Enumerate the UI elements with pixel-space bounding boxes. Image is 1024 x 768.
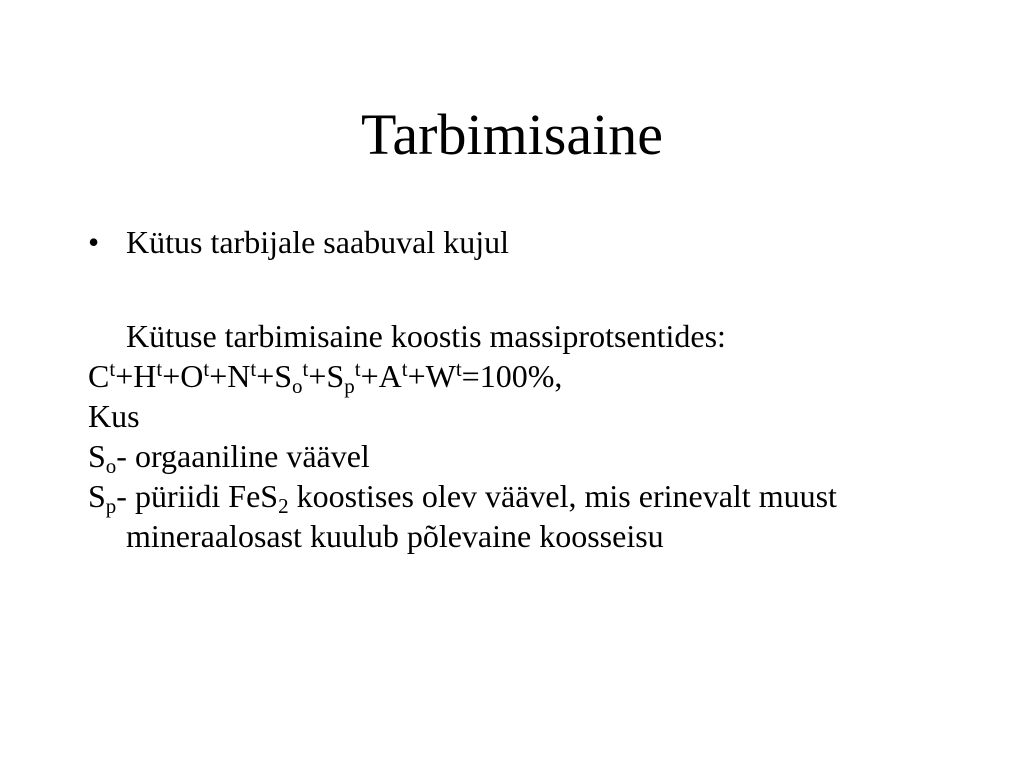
slide-body bbox=[88, 222, 968, 556]
definition-symbol: S bbox=[88, 438, 106, 474]
kus-label: Kus bbox=[88, 398, 140, 434]
formula-term-h: +H bbox=[115, 358, 157, 394]
formula-total: =100%, bbox=[461, 358, 563, 394]
formula-term-sp: +S bbox=[308, 358, 345, 394]
composition-label: Kütuse tarbimisaine koostis massiprotsentides: bbox=[126, 318, 726, 354]
definition-sub-2: 2 bbox=[278, 494, 289, 518]
formula-term-so: +S bbox=[256, 358, 293, 394]
bullet-glyph: • bbox=[88, 224, 100, 260]
formula-sup: t bbox=[302, 357, 309, 381]
bullet-text: Kütus tarbijale saabuval kujul bbox=[126, 224, 510, 260]
formula-term-o: +O bbox=[162, 358, 204, 394]
formula-term-a: +A bbox=[360, 358, 402, 394]
definition-text-after: koostises olev väävel, mis erinevalt muust mineraalosast kuulub põlevaine koosseisu bbox=[126, 478, 837, 554]
formula-sup: t bbox=[109, 357, 116, 381]
definition-text-before: - püriidi FeS bbox=[116, 478, 279, 514]
formula-sup: t bbox=[401, 357, 408, 381]
formula-sub: p bbox=[344, 374, 355, 398]
formula-sub: o bbox=[292, 374, 303, 398]
definition-sub: p bbox=[105, 494, 117, 518]
formula-sup: t bbox=[156, 357, 163, 381]
formula-sup: t bbox=[455, 357, 462, 381]
formula-term-n: +N bbox=[209, 358, 251, 394]
bullet-item bbox=[88, 222, 968, 262]
formula-sup: t bbox=[354, 357, 361, 381]
definition-pyrite-sulfur bbox=[88, 476, 968, 556]
formula-sup: t bbox=[203, 357, 210, 381]
composition-formula bbox=[88, 356, 968, 396]
slide-title: Tarbimisaine bbox=[361, 102, 663, 167]
formula-term-c: C bbox=[88, 358, 110, 394]
formula-term-w: +W bbox=[407, 358, 456, 394]
formula-sup: t bbox=[250, 357, 257, 381]
definition-symbol: S bbox=[88, 478, 106, 514]
definition-sub: o bbox=[105, 454, 117, 478]
definition-text: - orgaaniline väävel bbox=[116, 438, 370, 474]
definition-organic-sulfur bbox=[88, 436, 968, 476]
